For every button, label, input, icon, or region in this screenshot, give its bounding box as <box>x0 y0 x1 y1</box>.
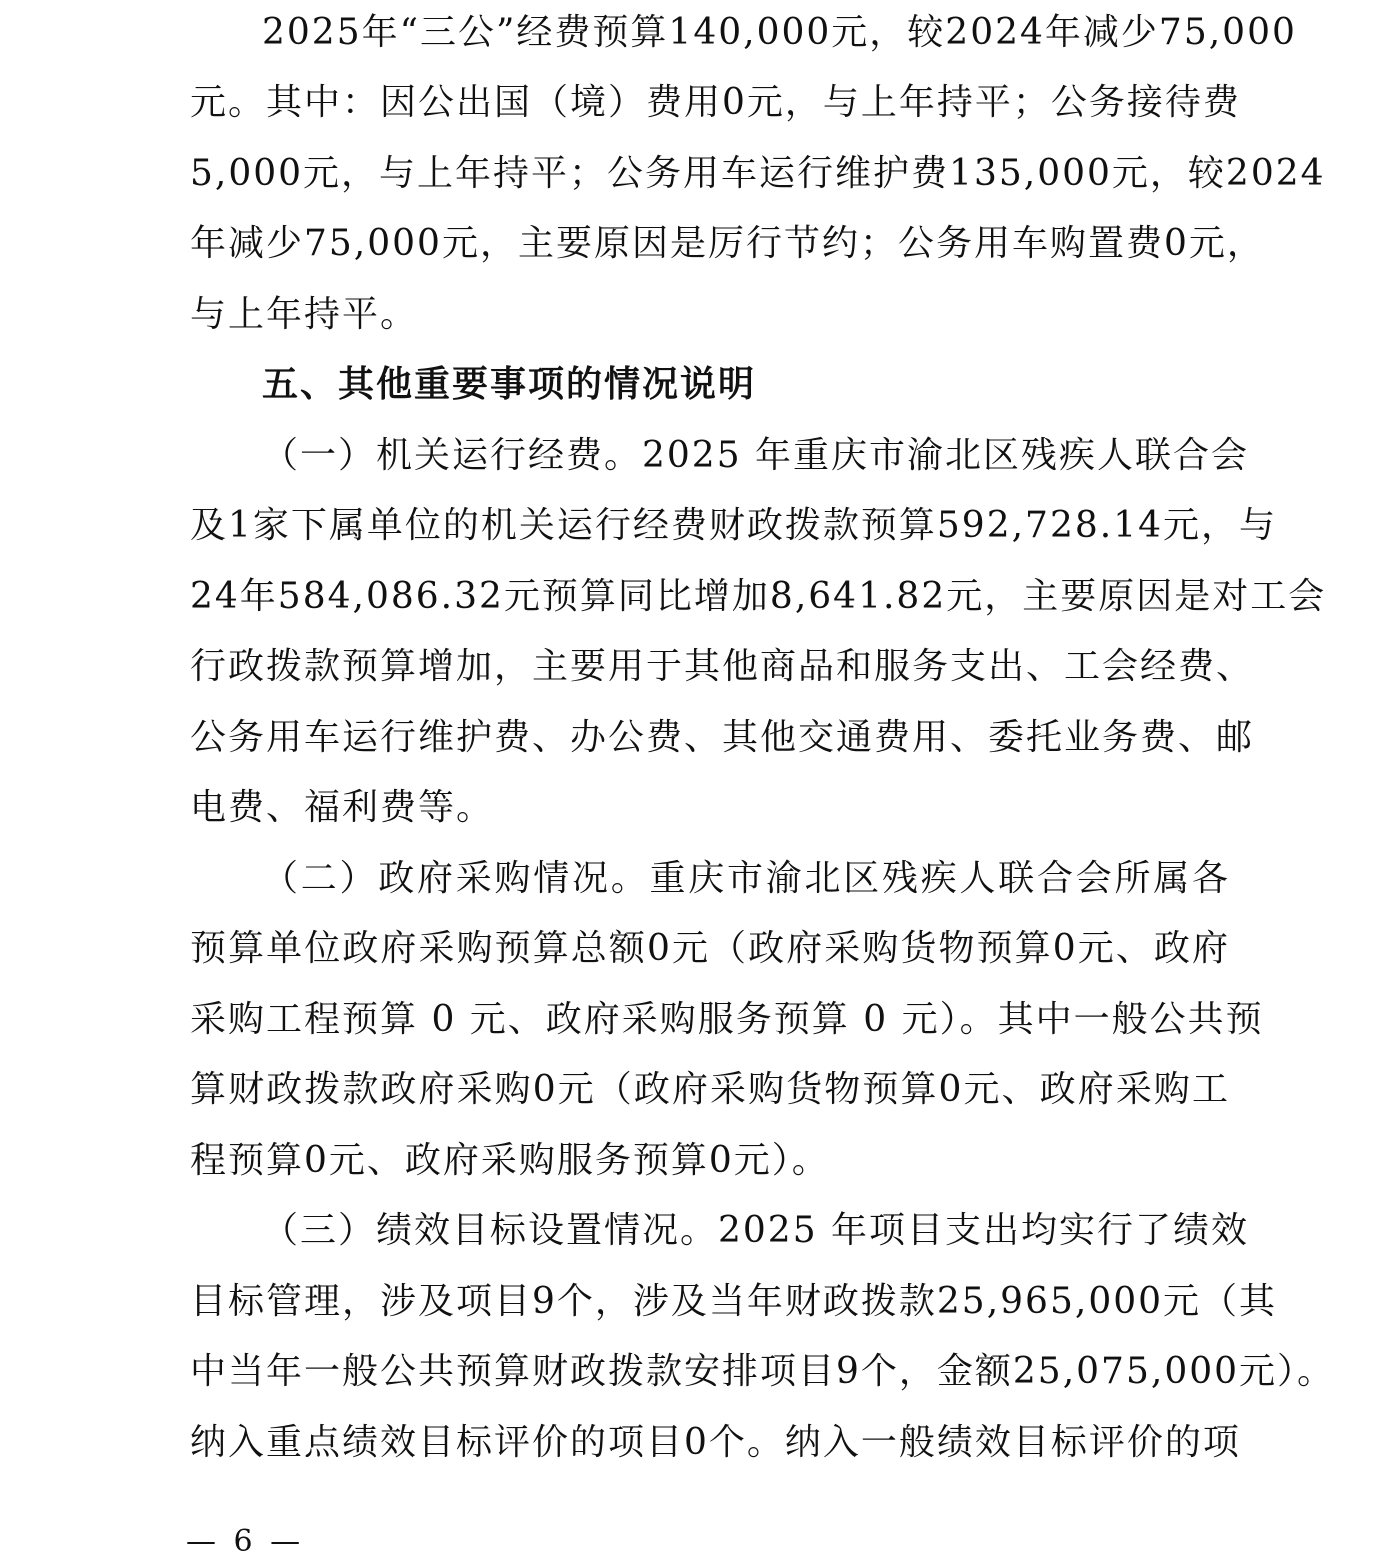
paragraph-line: 元。其中：因公出国（境）费用0元，与上年持平；公务接待费 <box>190 82 1241 123</box>
paragraph-line: 算财政拨款政府采购0元（政府采购货物预算0元、政府采购工 <box>190 1069 1230 1110</box>
paragraph-line: （二）政府采购情况。重庆市渝北区残疾人联合会所属各 <box>262 858 1230 899</box>
paragraph-line: 行政拨款预算增加，主要用于其他商品和服务支出、工会经费、 <box>190 646 1255 687</box>
paragraph-line: 及1家下属单位的机关运行经费财政拨款预算592,728.14元，与 <box>190 505 1278 546</box>
section-heading: 五、其他重要事项的情况说明 <box>262 364 757 405</box>
paragraph-line: 公务用车运行维护费、办公费、其他交通费用、委托业务费、邮 <box>190 717 1255 758</box>
paragraph-line: （一）机关运行经费。2025 年重庆市渝北区残疾人联合会 <box>262 435 1250 476</box>
paragraph-line: 预算单位政府采购预算总额0元（政府采购货物预算0元、政府 <box>190 928 1230 969</box>
paragraph-line: 年减少75,000元，主要原因是厉行节约；公务用车购置费0元， <box>190 223 1265 264</box>
paragraph-line: 程预算0元、政府采购服务预算0元）。 <box>190 1140 830 1181</box>
paragraph-line: （三）绩效目标设置情况。2025 年项目支出均实行了绩效 <box>262 1210 1250 1251</box>
paragraph-line: 5,000元，与上年持平；公务用车运行维护费135,000元，较2024 <box>190 153 1326 194</box>
paragraph-line: 24年584,086.32元预算同比增加8,641.82元，主要原因是对工会 <box>190 576 1327 617</box>
paragraph-line: 2025年“三公”经费预算140,000元，较2024年减少75,000 <box>262 12 1297 53</box>
paragraph-line: 中当年一般公共预算财政拨款安排项目9个，金额25,075,000元）。 <box>190 1351 1336 1392</box>
paragraph-line: 纳入重点绩效目标评价的项目0个。纳入一般绩效目标评价的项 <box>190 1422 1241 1463</box>
paragraph-line: 采购工程预算 0 元、政府采购服务预算 0 元）。其中一般公共预 <box>190 999 1264 1040</box>
paragraph-line: 与上年持平。 <box>190 294 419 335</box>
paragraph-line: 电费、福利费等。 <box>190 787 495 828</box>
paragraph-line: 目标管理，涉及项目9个，涉及当年财政拨款25,965,000元（其 <box>190 1281 1278 1322</box>
page-number: — 6 — <box>186 1524 305 1559</box>
